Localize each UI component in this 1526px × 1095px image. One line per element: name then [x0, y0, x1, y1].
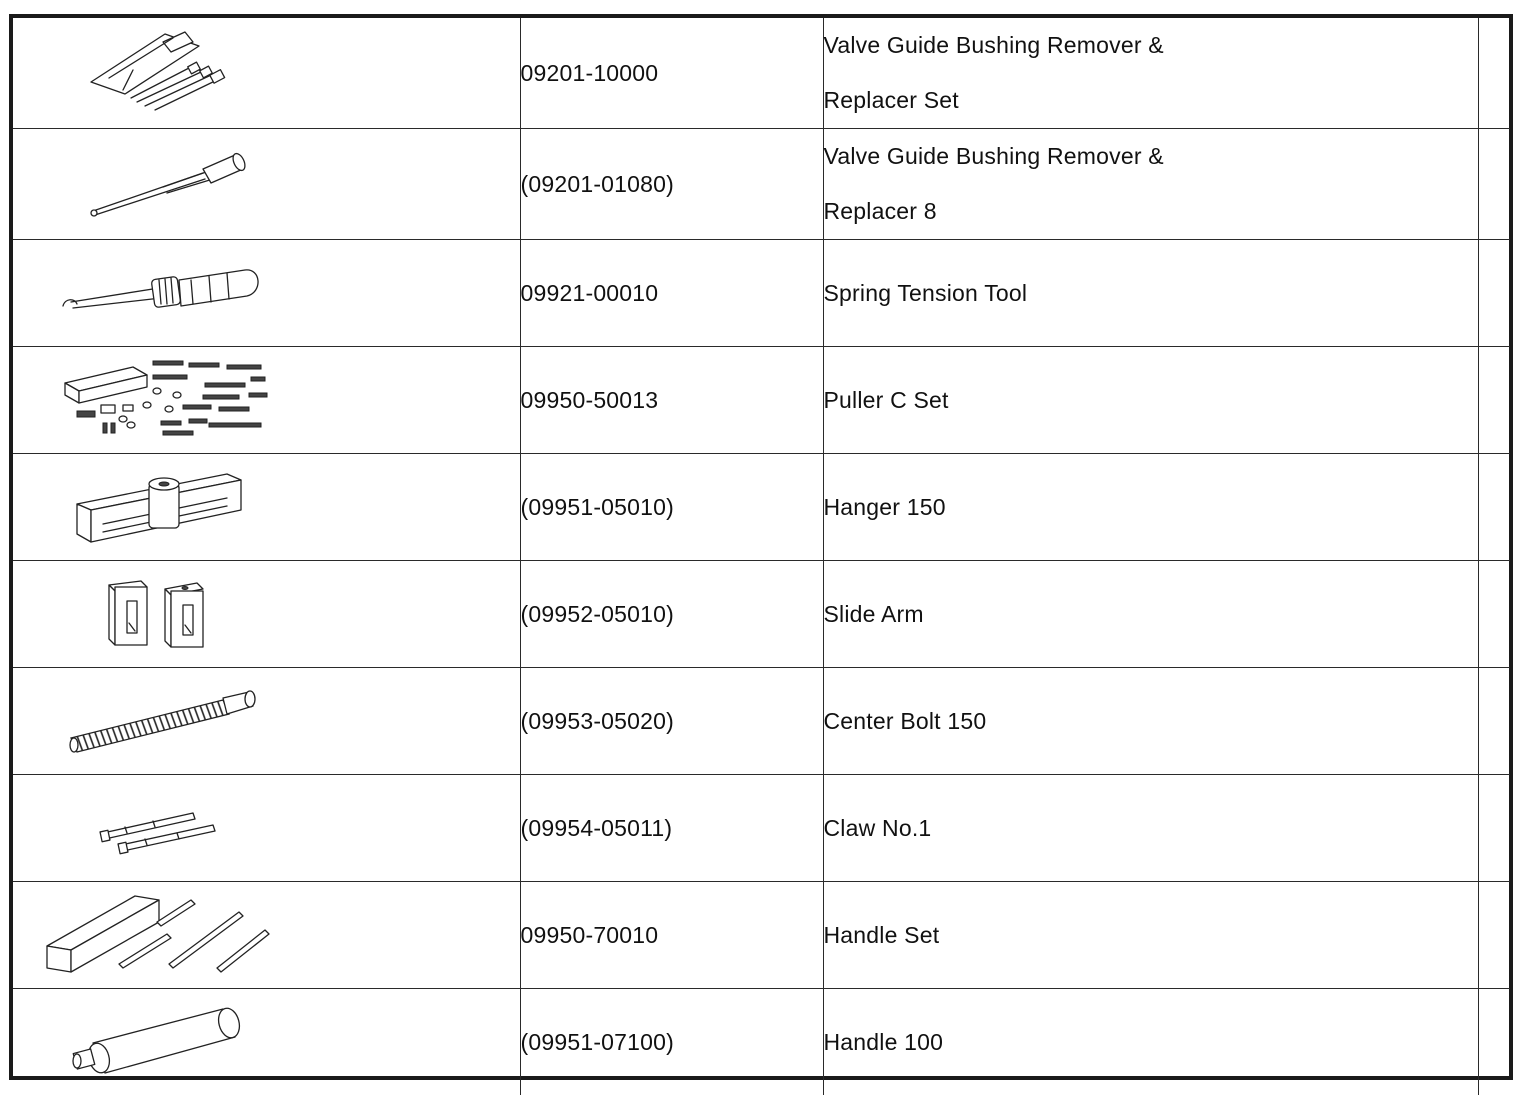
- table-row: [13, 668, 1510, 775]
- claw-icon: [13, 775, 520, 881]
- tool-name: [823, 989, 1478, 1095]
- spring-tension-tool-icon: [13, 240, 520, 346]
- tool-image-cell: [13, 989, 520, 1095]
- table-row: [13, 347, 1510, 454]
- tool-name-line: Handle Set: [824, 908, 1478, 963]
- special-tools-table: [13, 18, 1510, 1095]
- part-number: (09952-05010): [520, 561, 823, 668]
- tool-name-line: Handle 100: [824, 1015, 1478, 1070]
- tool-name-line: Slide Arm: [824, 587, 1478, 642]
- tool-name-line: Spring Tension Tool: [824, 266, 1478, 321]
- blank-cell: [1478, 775, 1510, 882]
- table-row: [13, 18, 1510, 129]
- tool-name-line: Center Bolt 150: [824, 694, 1478, 749]
- valve-guide-remover-icon: [13, 131, 520, 237]
- tool-name: [823, 347, 1478, 454]
- tool-name-line: Claw No.1: [824, 801, 1478, 856]
- handle-set-icon: [13, 882, 520, 988]
- part-number: (09953-05020): [520, 668, 823, 775]
- blank-cell: [1478, 668, 1510, 775]
- hanger-icon: [13, 454, 520, 560]
- tool-name: [823, 18, 1478, 129]
- table-row: [13, 129, 1510, 240]
- tool-name-line: Puller C Set: [824, 373, 1478, 428]
- blank-cell: [1478, 129, 1510, 240]
- tool-name-line: Replacer Set: [824, 73, 1478, 128]
- tool-name: [823, 668, 1478, 775]
- part-number: 09921-00010: [520, 240, 823, 347]
- tool-image-cell: [13, 454, 520, 561]
- tool-image-cell: [13, 18, 520, 129]
- tool-image-cell: [13, 561, 520, 668]
- special-tools-sheet: [9, 14, 1513, 1080]
- blank-cell: [1478, 347, 1510, 454]
- table-row: [13, 561, 1510, 668]
- part-number: 09201-10000: [520, 18, 823, 129]
- blank-cell: [1478, 240, 1510, 347]
- blank-cell: [1478, 561, 1510, 668]
- tool-name: [823, 240, 1478, 347]
- part-number: (09201-01080): [520, 129, 823, 240]
- table-row: [13, 240, 1510, 347]
- valve-guide-set-icon: [13, 20, 520, 126]
- part-number: 09950-50013: [520, 347, 823, 454]
- tool-image-cell: [13, 129, 520, 240]
- blank-cell: [1478, 18, 1510, 129]
- part-number: (09951-05010): [520, 454, 823, 561]
- center-bolt-icon: [13, 668, 520, 774]
- part-number: (09951-07100): [520, 989, 823, 1095]
- tool-name-line: Replacer 8: [824, 184, 1478, 239]
- tool-name: [823, 129, 1478, 240]
- table-row: [13, 775, 1510, 882]
- tool-name: [823, 882, 1478, 989]
- tool-image-cell: [13, 882, 520, 989]
- slide-arm-icon: [13, 561, 520, 667]
- table-row: [13, 882, 1510, 989]
- handle-icon: [13, 989, 520, 1095]
- blank-cell: [1478, 454, 1510, 561]
- table-row: [13, 989, 1510, 1095]
- tool-name: [823, 561, 1478, 668]
- blank-cell: [1478, 989, 1510, 1095]
- tool-name-line: Valve Guide Bushing Remover &: [824, 18, 1478, 73]
- puller-set-icon: [13, 347, 520, 453]
- blank-cell: [1478, 882, 1510, 989]
- tool-name-line: Hanger 150: [824, 480, 1478, 535]
- tool-image-cell: [13, 240, 520, 347]
- tool-name: [823, 775, 1478, 882]
- tool-image-cell: [13, 347, 520, 454]
- tool-image-cell: [13, 668, 520, 775]
- part-number: 09950-70010: [520, 882, 823, 989]
- tool-name-line: Valve Guide Bushing Remover &: [824, 129, 1478, 184]
- table-row: [13, 454, 1510, 561]
- part-number: (09954-05011): [520, 775, 823, 882]
- tool-name: [823, 454, 1478, 561]
- tool-image-cell: [13, 775, 520, 882]
